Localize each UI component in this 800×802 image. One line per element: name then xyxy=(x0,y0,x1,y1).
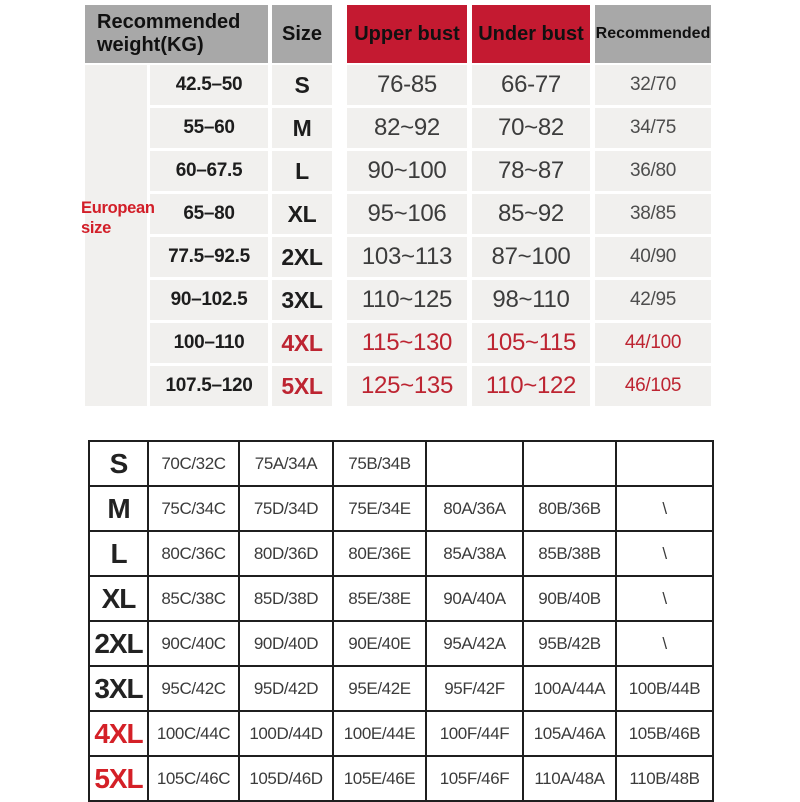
bra-size-cell: \ xyxy=(616,486,713,531)
table-row xyxy=(89,441,713,486)
table-row xyxy=(89,621,713,666)
weight-cell: 100–110 xyxy=(150,323,268,366)
weight-cell: 60–67.5 xyxy=(150,151,268,194)
under-bust-cell: 78~87 xyxy=(472,151,590,194)
bra-size-cell: 75A/34A xyxy=(239,441,333,486)
recommended-cell: 32/70 xyxy=(595,65,711,108)
header-under-bust: Under bust xyxy=(472,5,590,65)
recommended-cell: 42/95 xyxy=(595,280,711,323)
bra-size-cell: 90C/40C xyxy=(148,621,239,666)
size-label-cell: 5XL xyxy=(89,756,148,801)
recommended-cell: 36/80 xyxy=(595,151,711,194)
bra-size-cell: 80D/36D xyxy=(239,531,333,576)
under-bust-cell: 87~100 xyxy=(472,237,590,280)
size-label-cell: M xyxy=(89,486,148,531)
bra-size-cell xyxy=(523,441,616,486)
bra-size-cell: 85B/38B xyxy=(523,531,616,576)
recommended-cell: 38/85 xyxy=(595,194,711,237)
size-label-cell: 4XL xyxy=(89,711,148,756)
size-cell: 2XL xyxy=(272,237,332,280)
bra-size-cell: 75D/34D xyxy=(239,486,333,531)
table-row xyxy=(89,666,713,711)
size-cell: 5XL xyxy=(272,366,332,409)
bra-size-cell: 95F/42F xyxy=(426,666,523,711)
header-recommended-weight: Recommended weight(KG) xyxy=(85,5,268,65)
bra-size-cell: 90E/40E xyxy=(333,621,426,666)
weight-cell: 77.5–92.5 xyxy=(150,237,268,280)
bra-size-cell: 105B/46B xyxy=(616,711,713,756)
header-recommended: Recommended xyxy=(595,5,711,65)
upper-bust-cell: 95~106 xyxy=(347,194,467,237)
bra-size-cell: 90D/40D xyxy=(239,621,333,666)
header-upper-bust: Upper bust xyxy=(347,5,467,65)
size-cell: XL xyxy=(272,194,332,237)
weight-cell: 65–80 xyxy=(150,194,268,237)
upper-bust-cell: 90~100 xyxy=(347,151,467,194)
upper-bust-cell: 103~113 xyxy=(347,237,467,280)
bra-size-cell: 85E/38E xyxy=(333,576,426,621)
bra-size-cell: 90A/40A xyxy=(426,576,523,621)
bra-size-cell: \ xyxy=(616,576,713,621)
bra-size-cell: 100B/44B xyxy=(616,666,713,711)
bra-size-cell: 95A/42A xyxy=(426,621,523,666)
under-bust-cell: 85~92 xyxy=(472,194,590,237)
table-row xyxy=(89,576,713,621)
size-cell: L xyxy=(272,151,332,194)
bra-size-cell: 105E/46E xyxy=(333,756,426,801)
size-cell: M xyxy=(272,108,332,151)
recommended-cell: 40/90 xyxy=(595,237,711,280)
bra-size-cell: 95D/42D xyxy=(239,666,333,711)
bra-size-cell: 80E/36E xyxy=(333,531,426,576)
bra-size-cell: 110B/48B xyxy=(616,756,713,801)
bra-size-cell: 85A/38A xyxy=(426,531,523,576)
bra-size-cell: 95B/42B xyxy=(523,621,616,666)
bra-size-cell: 100A/44A xyxy=(523,666,616,711)
bra-size-cell: 75C/34C xyxy=(148,486,239,531)
header-size: Size xyxy=(272,5,332,65)
european-size-table xyxy=(81,5,711,409)
bra-size-cell xyxy=(616,441,713,486)
bra-size-cell: 100D/44D xyxy=(239,711,333,756)
bra-size-cell: 80A/36A xyxy=(426,486,523,531)
european-size-label-cell xyxy=(81,65,155,409)
bra-size-cell: \ xyxy=(616,531,713,576)
under-bust-cell: 70~82 xyxy=(472,108,590,151)
bra-size-cell: 80C/36C xyxy=(148,531,239,576)
size-cell: 4XL xyxy=(272,323,332,366)
bra-size-cell: \ xyxy=(616,621,713,666)
size-label-cell: 3XL xyxy=(89,666,148,711)
bra-size-cell: 75B/34B xyxy=(333,441,426,486)
size-label-cell: L xyxy=(89,531,148,576)
weight-cell: 107.5–120 xyxy=(150,366,268,409)
bra-size-cell: 70C/32C xyxy=(148,441,239,486)
upper-bust-cell: 76-85 xyxy=(347,65,467,108)
bra-size-cell: 110A/48A xyxy=(523,756,616,801)
size-label-cell: XL xyxy=(89,576,148,621)
table-row xyxy=(89,486,713,531)
recommended-cell: 34/75 xyxy=(595,108,711,151)
table-row xyxy=(89,756,713,801)
table-row xyxy=(89,531,713,576)
bra-size-cell: 105D/46D xyxy=(239,756,333,801)
upper-bust-cell: 110~125 xyxy=(347,280,467,323)
bra-size-cell: 100C/44C xyxy=(148,711,239,756)
size-label-cell: S xyxy=(89,441,148,486)
european-size-label: European size xyxy=(81,199,155,237)
bra-size-cell: 105C/46C xyxy=(148,756,239,801)
under-bust-cell: 98~110 xyxy=(472,280,590,323)
bra-size-cell: 105A/46A xyxy=(523,711,616,756)
bra-size-cell: 85D/38D xyxy=(239,576,333,621)
bra-size-cell: 85C/38C xyxy=(148,576,239,621)
table-row xyxy=(89,711,713,756)
weight-cell: 42.5–50 xyxy=(150,65,268,108)
size-cell: 3XL xyxy=(272,280,332,323)
bra-size-cell xyxy=(426,441,523,486)
upper-bust-cell: 125~135 xyxy=(347,366,467,409)
size-label-cell: 2XL xyxy=(89,621,148,666)
recommended-cell: 44/100 xyxy=(595,323,711,366)
bra-size-cell: 100E/44E xyxy=(333,711,426,756)
bra-size-table xyxy=(88,440,714,802)
bra-size-cell: 100F/44F xyxy=(426,711,523,756)
bra-size-cell: 95E/42E xyxy=(333,666,426,711)
upper-bust-cell: 115~130 xyxy=(347,323,467,366)
under-bust-cell: 105~115 xyxy=(472,323,590,366)
bra-size-cell: 75E/34E xyxy=(333,486,426,531)
bra-size-cell: 80B/36B xyxy=(523,486,616,531)
bra-size-cell: 90B/40B xyxy=(523,576,616,621)
size-cell: S xyxy=(272,65,332,108)
upper-bust-cell: 82~92 xyxy=(347,108,467,151)
bra-size-cell: 105F/46F xyxy=(426,756,523,801)
under-bust-cell: 110~122 xyxy=(472,366,590,409)
weight-cell: 55–60 xyxy=(150,108,268,151)
under-bust-cell: 66-77 xyxy=(472,65,590,108)
weight-cell: 90–102.5 xyxy=(150,280,268,323)
bra-size-cell: 95C/42C xyxy=(148,666,239,711)
recommended-cell: 46/105 xyxy=(595,366,711,409)
